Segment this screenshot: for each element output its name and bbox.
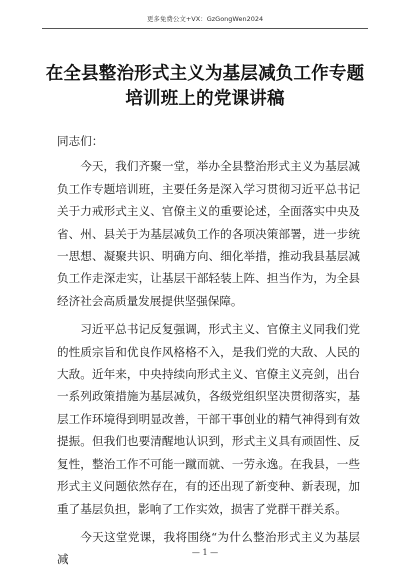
title-line-2: 培训班上的党课讲稿 xyxy=(125,89,285,109)
paragraph-2: 习近平总书记反复强调，形式主义、官僚主义同我们党的性质宗旨和优良作风格格不入，是我们党的大敌、人民的大敌。近年来，中央持续向形式主义、官僚主义亮剑，出台一系列政策措施为基层减负，各级党组织坚决贯彻落实，基层工作环境得到明显改善，干部干事创业的精气神得到有效提振。但我们也要清醒地认识到，形式主义具有顽固性、反复性，整治工作不可能一蹴而就、一劳永逸。在我县，一些形式主义问题依然存在，有的还出现了新变种、新表现，加重了基层负担，影响了工作实效，损害了党群干群关系。 xyxy=(57,322,360,516)
header-divider xyxy=(42,28,368,29)
paragraph-3: 今天这堂党课，我将围绕“为什么整治形式主义为基层减 xyxy=(57,529,360,567)
page-number: — 1 — xyxy=(191,548,219,557)
salutation: 同志们： xyxy=(57,134,104,148)
header-note: 更多免费公文+VX：GzGongWen2024 xyxy=(146,15,264,23)
paragraph-1: 今天，我们齐聚一堂，举办全县整治形式主义为基层减负工作专题培训班，主要任务是深入学习贯彻习近平总书记关于力戒形式主义、官僚主义的重要论述，全面落实中央及省、州、县关于为基层减负工作的各项决策部署，进一步统一思想、凝聚共识、明确方向、细化举措，推动我县基层减负工作走深走实，让基层干部轻装上阵、担当作为，为全县经济社会高质量发展提供坚强保障。 xyxy=(57,159,360,308)
document-title xyxy=(40,62,370,112)
title-line-1: 在全县整治形式主义为基层减负工作专题 xyxy=(45,64,365,84)
document-body xyxy=(57,130,360,571)
